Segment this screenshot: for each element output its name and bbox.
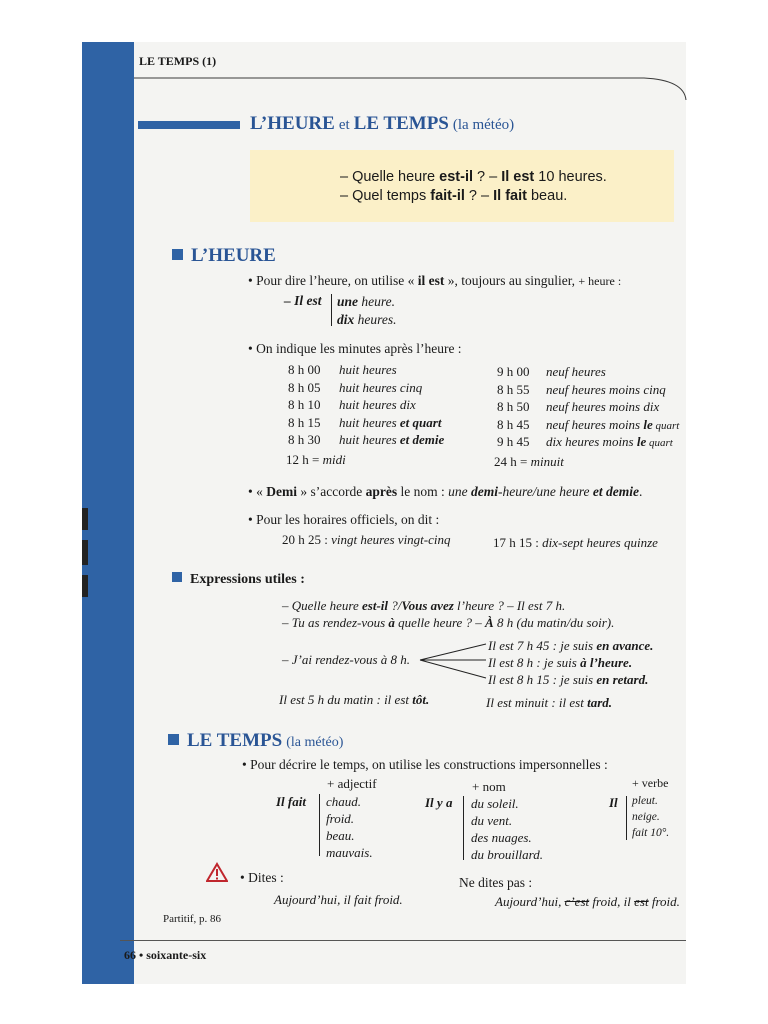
time-value: 8 h 30	[288, 432, 321, 447]
time-words: huit heures et demie	[339, 432, 445, 447]
dialog-line: – Quel temps fait-il ? – Il fait beau.	[340, 188, 568, 204]
time-words: huit heures et quart	[339, 414, 442, 430]
list-item: pleut.	[632, 795, 658, 807]
square-bullet-icon	[168, 734, 179, 745]
dites-example: Aujourd’hui, il fait froid.	[274, 892, 403, 907]
title-part: LE TEMPS	[353, 113, 449, 134]
footer-rule	[120, 940, 686, 941]
divider	[319, 794, 320, 856]
list-item: froid.	[326, 811, 355, 826]
time-value: 8 h 00	[288, 362, 321, 377]
arrival-line: Il est 8 h 15 : je suis en retard.	[488, 672, 649, 687]
time-value: 8 h 15	[288, 414, 321, 430]
il-label: Il	[609, 795, 618, 810]
section-heading-heure: L’HEURE	[172, 245, 276, 267]
time-value: 8 h 05	[288, 379, 321, 395]
title-part: (la météo)	[452, 117, 515, 133]
bullet-text: • Pour décrire le temps, on utilise les constructions impersonnelles :	[242, 757, 608, 772]
time-words: huit heures	[339, 362, 397, 377]
bullet-text: • « Demi » s’accorde après le nom : une demi-heure/une heure et demie.	[248, 484, 643, 499]
bullet-text: • On indique les minutes après l’heure :	[248, 341, 462, 356]
dialog-line: – Quelle heure est-il ? – Il est 10 heures.	[340, 169, 607, 185]
midi-line: 12 h = midi	[286, 452, 346, 467]
example-line: dix heures.	[337, 312, 397, 327]
arrival-line: Il est 7 h 45 : je suis en avance.	[488, 638, 654, 653]
list-item: du brouillard.	[471, 847, 543, 862]
square-bullet-icon	[172, 572, 182, 582]
column-header: + verbe	[632, 776, 669, 790]
expression-line: – Tu as rendez-vous à quelle heure ? – À 8 h (du matin/du soir).	[282, 615, 615, 630]
il-est-label: – Il est	[284, 293, 322, 308]
list-item: fait 10°.	[632, 827, 670, 839]
list-item: beau.	[326, 828, 355, 843]
list-item: chaud.	[326, 794, 362, 809]
time-words: dix heures moins le quart	[546, 434, 673, 449]
page-tab-marker	[82, 508, 88, 530]
expression-line: – Quelle heure est-il ?/Vous avez l’heure ? – Il est 7 h.	[282, 598, 566, 613]
official-time: 17 h 15 : dix-sept heures quinze	[493, 535, 658, 550]
header-rule	[134, 70, 688, 110]
cross-reference: Partitif, p. 86	[163, 913, 222, 925]
bullet-text: • Pour les horaires officiels, on dit :	[248, 512, 440, 527]
list-item: neige.	[632, 811, 660, 823]
title-part: L’HEURE	[250, 113, 335, 134]
list-item: des nuages.	[471, 830, 532, 845]
il-fait-label: Il fait	[276, 794, 306, 809]
warning-icon	[206, 862, 228, 882]
ne-dites-example: Aujourd’hui, c’est froid, il est froid.	[495, 894, 680, 909]
time-value: 8 h 50	[497, 399, 530, 414]
page-side-bar	[82, 42, 134, 984]
example-dialog-box	[250, 150, 674, 222]
column-header: + adjectif	[327, 776, 377, 791]
page-tab-marker	[82, 540, 88, 565]
divider	[463, 796, 464, 860]
bullet-text: • Pour dire l’heure, on utilise « il est », toujours au singulier, + heure :	[248, 273, 622, 288]
time-words: neuf heures moins cinq	[546, 381, 666, 397]
section-heading-temps: LE TEMPS (la météo)	[168, 730, 343, 752]
early-line: Il est 5 h du matin : il est tôt.	[279, 692, 430, 707]
time-value: 9 h 00	[497, 364, 530, 379]
square-bullet-icon	[172, 249, 183, 260]
divider	[626, 796, 627, 840]
dites-label: • Dites :	[240, 870, 284, 885]
time-words: huit heures cinq	[339, 379, 423, 395]
late-line: Il est minuit : il est tard.	[486, 695, 613, 710]
time-words: neuf heures moins dix	[546, 399, 660, 414]
list-item: du vent.	[471, 813, 513, 828]
page-title	[250, 113, 514, 135]
time-value: 8 h 10	[288, 397, 321, 412]
list-item: mauvais.	[326, 845, 373, 860]
time-words: neuf heures moins le quart	[546, 416, 680, 432]
ne-dites-label: Ne dites pas :	[459, 875, 533, 890]
title-accent-bar	[138, 121, 240, 129]
example-line: une heure.	[337, 294, 396, 309]
divider	[331, 294, 332, 326]
column-header: + nom	[472, 779, 506, 794]
list-item: du soleil.	[471, 796, 519, 811]
rendez-vous-line: – J’ai rendez-vous à 8 h.	[282, 652, 411, 667]
time-value: 9 h 45	[497, 434, 530, 449]
branch-arrow-icon	[418, 640, 490, 684]
arrival-line: Il est 8 h : je suis à l’heure.	[488, 655, 633, 670]
page-tab-marker	[82, 575, 88, 597]
minuit-line: 24 h = minuit	[494, 454, 564, 469]
official-time: 20 h 25 : vingt heures vingt-cinq	[282, 532, 451, 547]
time-words: huit heures dix	[339, 397, 416, 412]
il-y-a-label: Il y a	[425, 795, 453, 810]
chapter-header: LE TEMPS (1)	[139, 54, 217, 68]
title-part: et	[338, 117, 350, 133]
time-value: 8 h 55	[497, 381, 530, 397]
time-value: 8 h 45	[497, 416, 530, 432]
time-words: neuf heures	[546, 364, 606, 379]
section-heading-expressions: Expressions utiles :	[172, 572, 305, 588]
page-number: 66 • soixante-six	[124, 948, 207, 962]
